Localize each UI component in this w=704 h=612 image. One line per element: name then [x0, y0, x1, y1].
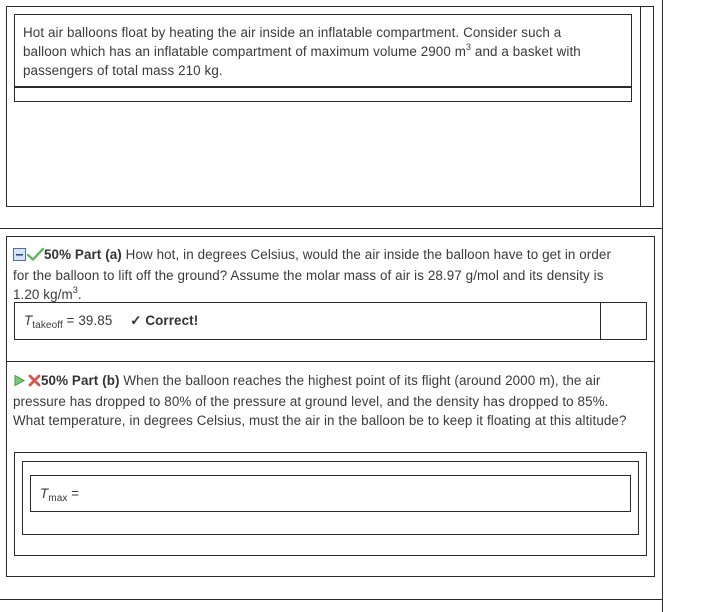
part-a-answer-divider: [600, 302, 601, 340]
part-b-score: 50% Part (b): [41, 373, 120, 388]
part-a-answer: [24, 311, 198, 330]
problem-line-1: Hot air balloons float by heating the air inside an inflatable compartment. Consider such a: [23, 25, 562, 40]
collapse-icon[interactable]: [13, 247, 26, 266]
part-b-answer: [40, 484, 79, 503]
checkmark-icon: [27, 247, 44, 266]
problem-line-2: [23, 42, 628, 61]
problem-text-box: [14, 14, 632, 87]
part-b-question-1: When the balloon reaches the highest point of its flight (around 2000 m), the air: [119, 373, 601, 388]
problem-figure-strip: [14, 87, 632, 102]
problem-unit-exponent: 3: [465, 42, 472, 52]
part-b-line-2: pressure has dropped to 80% of the pressure at ground level, and the density has dropped to 85%.: [13, 394, 609, 409]
part-a-answer-value: = 39.85: [62, 313, 113, 328]
part-a-score: 50% Part (a): [44, 247, 122, 262]
section-divider: [0, 228, 662, 229]
part-b-line-1: [13, 371, 653, 392]
parts-divider: [6, 361, 655, 362]
problem-text: [23, 23, 628, 80]
part-a-question-1: How hot, in degrees Celsius, would the air inside the balloon have to get in order: [121, 247, 612, 262]
part-a-question: [13, 245, 651, 304]
part-b-line-3: What temperature, in degrees Celsius, must the air in the balloon be to keep it floating at this altitude?: [13, 413, 627, 428]
part-a-status: ✓ Correct!: [130, 313, 199, 328]
part-b-answer-sub: max: [48, 493, 68, 504]
part-b-answer-field[interactable]: [30, 475, 631, 512]
part-a-answer-sub: takeoff: [32, 320, 63, 331]
cross-icon: [28, 373, 41, 392]
part-b-question: [13, 371, 653, 430]
part-b-answer-var: T: [40, 486, 49, 501]
problem-line-3: passengers of total mass 210 kg.: [23, 63, 223, 78]
part-b-answer-eq: =: [67, 486, 80, 501]
problem-line-2a: balloon which has an inflatable compartment of maximum volume 2900 m: [23, 44, 466, 59]
part-a-line-1: [13, 245, 651, 266]
page-bottom-rule: [0, 599, 662, 600]
problem-line-2b: and a basket with: [471, 44, 581, 59]
problem-panel-inner-rule: [640, 6, 641, 207]
page-right-rule: [662, 0, 663, 612]
part-a-line-3a: 1.20 kg/m: [13, 287, 73, 302]
part-a-line-3b: .: [77, 287, 82, 302]
part-a-line-2: for the balloon to lift off the ground? Assume the molar mass of air is 28.97 g/mol and its density is: [13, 268, 604, 283]
part-a-unit-exponent: 3: [72, 285, 78, 295]
part-a-answer-var: T: [24, 313, 33, 328]
play-icon[interactable]: [13, 373, 26, 392]
